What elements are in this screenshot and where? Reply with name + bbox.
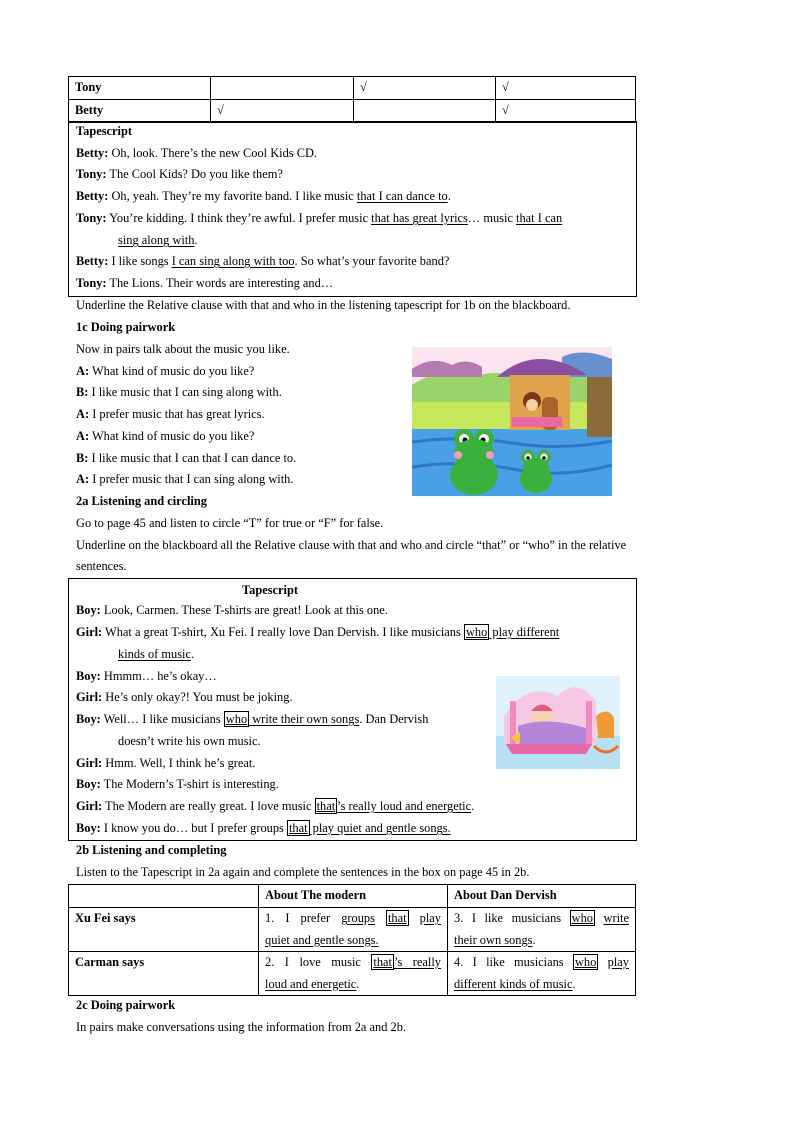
table-row <box>69 952 636 996</box>
tapescript-2-line: Boy: I know you do… but I prefer groups that play quiet and gentle songs. <box>76 821 451 835</box>
tapescript-1-line: sing along with. <box>118 233 198 247</box>
row-label: Xu Fei says <box>69 908 259 952</box>
dialogue-line: A: What kind of music do you like? <box>76 429 255 443</box>
table-cell <box>211 77 354 100</box>
section-2c-heading: 2c Doing pairwork <box>76 998 176 1012</box>
column-header: About Dan Dervish <box>448 885 636 908</box>
answers-table <box>68 884 636 996</box>
row-label: Tony <box>69 77 211 100</box>
table-header-row <box>69 885 636 908</box>
section-2b-heading: 2b Listening and completing <box>76 843 227 857</box>
tapescript-2-line: Boy: The Modern’s T-shirt is interesting. <box>76 777 279 791</box>
table-cell <box>354 100 496 123</box>
section-2b-intro: Listen to the Tapescript in 2a again and complete the sentences in the box on page 45 in 2b. <box>76 865 530 879</box>
table-cell: √ <box>354 77 496 100</box>
table-row <box>69 100 636 123</box>
tapescript-2-line: Boy: Look, Carmen. These T-shirts are great! Look at this one. <box>76 603 388 617</box>
frogs-illustration <box>412 347 612 496</box>
top-table <box>68 76 636 123</box>
dialogue-line: B: I like music that I can sing along with. <box>76 385 282 399</box>
tapescript-2-line: Girl: Hmm. Well, I think he’s great. <box>76 756 256 770</box>
table-row <box>69 908 636 952</box>
row-label: Betty <box>69 100 211 123</box>
section-2a-heading: 2a Listening and circling <box>76 494 207 508</box>
tapescript-2-line: Girl: What a great T-shirt, Xu Fei. I really love Dan Dervish. I like musicians who play different <box>76 625 560 639</box>
section-2a-text: sentences. <box>76 559 127 573</box>
section-2a-text: Underline on the blackboard all the Relative clause with that and who and circle “that” or “who” in the relative <box>76 538 627 552</box>
answer-cell: 4. I like musicians who play different kinds of music. <box>448 952 636 996</box>
section-1c-heading: 1c Doing pairwork <box>76 320 176 334</box>
table-row <box>69 77 636 100</box>
dialogue-line: A: I prefer music that I can sing along with. <box>76 472 294 486</box>
header-blank <box>69 885 259 908</box>
tapescript-2-heading: Tapescript <box>242 583 298 597</box>
dialogue-line: A: I prefer music that has great lyrics. <box>76 407 265 421</box>
section-2a-text: Go to page 45 and listen to circle “T” for true or “F” for false. <box>76 516 384 530</box>
section-2c-intro: In pairs make conversations using the information from 2a and 2b. <box>76 1020 406 1034</box>
table-cell: √ <box>496 77 636 100</box>
answer-cell: 2. I love music that ’s really loud and energetic. <box>259 952 448 996</box>
tapescript-1-line: Tony: The Lions. Their words are interesting and… <box>76 276 334 290</box>
tapescript-2-line: doesn’t write his own music. <box>118 734 261 748</box>
answer-cell: 3. I like musicians who write their own songs. <box>448 908 636 952</box>
dialogue-line: B: I like music that I can that I can dance to. <box>76 451 297 465</box>
tapescript-2-line: Boy: Well… I like musicians who write their own songs. Dan Dervish <box>76 712 429 726</box>
tapescript-2-line: Girl: He’s only okay?! You must be joking. <box>76 690 293 704</box>
table-cell: √ <box>496 100 636 123</box>
tapescript-1-heading: Tapescript <box>76 124 132 138</box>
tapescript-1-line: Tony: You’re kidding. I think they’re awful. I prefer music that has great lyrics… music that I can <box>76 211 563 225</box>
tapescript-1-line: Betty: Oh, yeah. They’re my favorite band. I like music that I can dance to. <box>76 189 451 203</box>
row-label: Carman says <box>69 952 259 996</box>
answer-cell: 1. I prefer groups that play quiet and gentle songs. <box>259 908 448 952</box>
tapescript-2-line: Boy: Hmmm… he’s okay… <box>76 669 217 683</box>
section-1c-intro: Now in pairs talk about the music you like. <box>76 342 290 356</box>
baby-crib-illustration <box>496 676 620 769</box>
table-cell: √ <box>211 100 354 123</box>
dialogue-line: A: What kind of music do you like? <box>76 364 255 378</box>
tapescript-1-line: Betty: I like songs I can sing along with too. So what’s your favorite band? <box>76 254 450 268</box>
tapescript-2-line: Girl: The Modern are really great. I love music that ’s really loud and energetic. <box>76 799 475 813</box>
tapescript-1-line: Betty: Oh, look. There’s the new Cool Kids CD. <box>76 146 318 160</box>
column-header: About The modern <box>259 885 448 908</box>
tapescript-1-line: Tony: The Cool Kids? Do you like them? <box>76 167 283 181</box>
instruction-text: Underline the Relative clause with that and who in the listening tapescript for 1b on the blackboard. <box>76 298 571 312</box>
tapescript-2-line: kinds of music. <box>118 647 195 661</box>
